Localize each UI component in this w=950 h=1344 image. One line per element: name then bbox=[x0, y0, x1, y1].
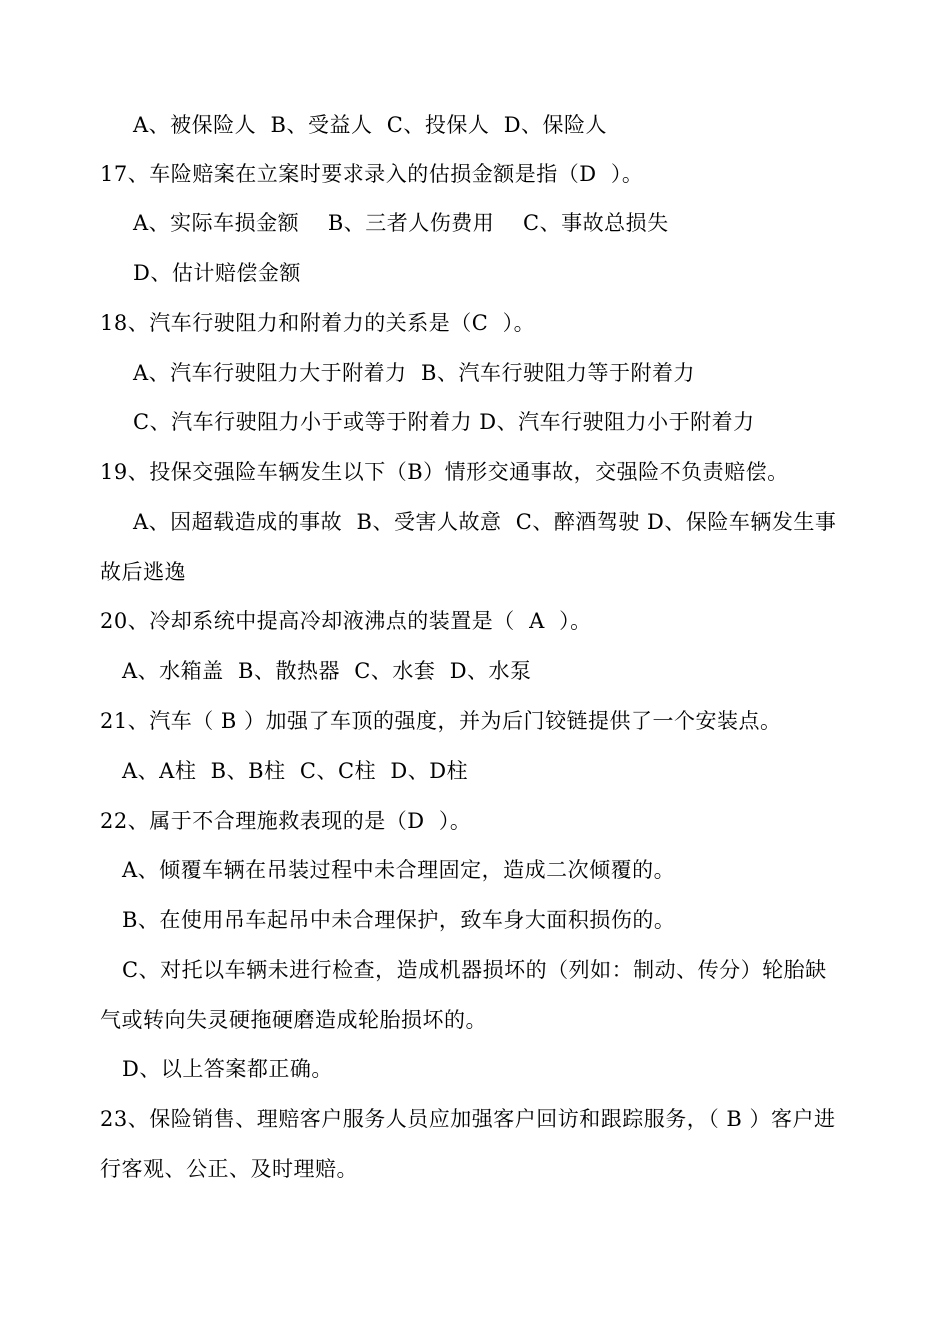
q19-question: 19、投保交强险车辆发生以下（B）情形交通事故，交强险不负责赔偿。 bbox=[100, 460, 789, 484]
q17-question: 17、车险赔案在立案时要求录入的估损金额是指（D ）。 bbox=[100, 162, 644, 186]
q20-question: 20、冷却系统中提高冷却液沸点的装置是（ A ）。 bbox=[100, 609, 592, 633]
q22-option-c-line1: C、对托以车辆未进行检查，造成机器损坏的（列如：制动、传分）轮胎缺 bbox=[122, 958, 827, 982]
q18-options-line2: C、汽车行驶阻力小于或等于附着力 D、汽车行驶阻力小于附着力 bbox=[133, 410, 755, 434]
q22-question: 22、属于不合理施救表现的是（D ）。 bbox=[100, 809, 472, 833]
q21-question: 21、汽车（ B ）加强了车顶的强度，并为后门铰链提供了一个安装点。 bbox=[100, 709, 782, 733]
q22-option-a: A、倾覆车辆在吊装过程中未合理固定，造成二次倾覆的。 bbox=[122, 858, 676, 882]
q17-options-line2: D、估计赔偿金额 bbox=[133, 261, 301, 285]
q19-options-line1: A、因超载造成的事故 B、受害人故意 C、醉酒驾驶 D、保险车辆发生事 bbox=[133, 510, 837, 534]
q22-option-b: B、在使用吊车起吊中未合理保护，致车身大面积损伤的。 bbox=[122, 908, 676, 932]
q23-question-line1: 23、保险销售、理赔客户服务人员应加强客户回访和跟踪服务，（ B ）客户进 bbox=[100, 1107, 836, 1131]
q21-options: A、A柱 B、B柱 C、C柱 D、D柱 bbox=[122, 759, 469, 783]
q18-question: 18、汽车行驶阻力和附着力的关系是（C ）。 bbox=[100, 311, 536, 335]
q23-question-line2: 行客观、公正、及时理赔。 bbox=[100, 1157, 358, 1181]
q17-options-line1: A、实际车损金额 B、三者人伤费用 C、事故总损失 bbox=[133, 211, 669, 235]
q20-options: A、水箱盖 B、散热器 C、水套 D、水泵 bbox=[122, 659, 532, 683]
q22-option-d: D、以上答案都正确。 bbox=[122, 1057, 333, 1081]
q16-options: A、被保险人 B、受益人 C、投保人 D、保险人 bbox=[133, 113, 608, 137]
q22-option-c-line2: 气或转向失灵硬拖硬磨造成轮胎损坏的。 bbox=[100, 1008, 487, 1032]
q18-options-line1: A、汽车行驶阻力大于附着力 B、汽车行驶阻力等于附着力 bbox=[133, 361, 695, 385]
q19-options-line2: 故后逃逸 bbox=[100, 560, 186, 584]
